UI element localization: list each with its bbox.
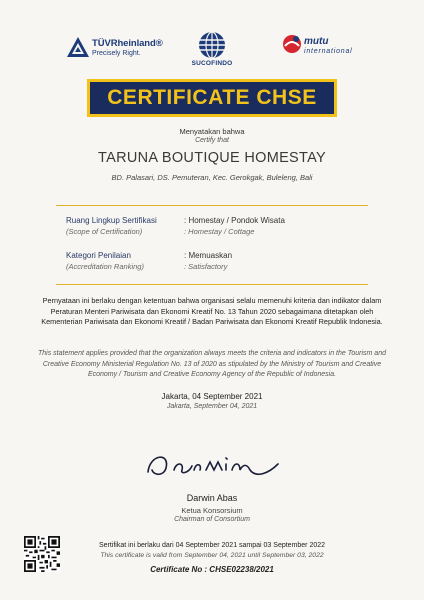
globe-icon xyxy=(180,30,244,60)
rating-value-en: : Satisfactory xyxy=(184,262,228,271)
mutu-sub: international xyxy=(304,48,353,55)
signatory-title: Ketua Konsorsium xyxy=(181,506,243,515)
title-banner xyxy=(87,79,337,117)
scope-value: : Homestay / Pondok Wisata xyxy=(184,216,285,225)
validity-text: Sertifikat ini berlaku dari 04 September 2021 sampai 03 September 2022 xyxy=(98,542,326,549)
validity-text-en: This certificate is valid from September 04, 2021 until September 03, 2022 xyxy=(100,552,324,559)
issue-date: Jakarta, 04 September 2021 xyxy=(161,392,263,401)
recipient-address: BD. Palasari, DS. Pemuteran, Kec. Gerokgak, Buleleng, Bali xyxy=(111,173,313,182)
tuv-name: TÜVRheinland® xyxy=(92,38,163,49)
statement-text-en: This statement applies provided that the organization always meets the criteria and indicators in the Tourism and Creative Economy Ministerial Regulation No. 13 of 2020 as stipulated by the Ministry of Tourism and Creative Economy / Tourism and Creative Economy Agency of the Republic of Indonesia. xyxy=(38,350,386,378)
statement-text: Pernyataan ini berlaku dengan ketentuan bahwa organisasi selalu memenuhi kriteria dan indikator dalam Peraturan Menteri Pariwisata dan Ekonomi Kreatif No. 13 Tahun 2020 sebagaimana ditetapkan oleh Kementerian Pariwisata dan Ekonomi Kreatif / Badan Pariwisata dan Ekonomi Kreatif Republik Indonesia. xyxy=(41,296,383,326)
intro-text: Menyatakan bahwa xyxy=(179,127,245,136)
scope-label: Ruang Lingkup Sertifikasi xyxy=(66,216,157,225)
signature xyxy=(140,444,284,484)
sucofindo-name: SUCOFINDO xyxy=(191,60,233,67)
recipient-name: TARUNA BOUTIQUE HOMESTAY xyxy=(98,150,326,166)
rating-label: Kategori Penilaian xyxy=(66,251,131,260)
rating-label-en: (Accreditation Ranking) xyxy=(66,262,144,271)
mutu-name: mutu xyxy=(304,36,329,47)
mutu-emblem-icon xyxy=(282,34,302,54)
certificate-number: Certificate No : CHSE02238/2021 xyxy=(150,565,274,574)
certificate-title: CERTIFICATE CHSE xyxy=(107,86,317,109)
intro-text-en: Certify that xyxy=(195,137,229,144)
scope-value-en: : Homestay / Cottage xyxy=(184,227,255,236)
signatory-name: Darwin Abas xyxy=(186,493,238,503)
tuv-tagline: Precisely Right. xyxy=(92,50,141,57)
scope-label-en: (Scope of Certification) xyxy=(66,227,143,236)
rating-value: : Memuaskan xyxy=(184,251,233,260)
tuv-triangle-icon xyxy=(66,36,90,58)
logo-bar xyxy=(0,28,424,72)
sucofindo-logo xyxy=(180,30,244,65)
issue-date-en: Jakarta, September 04, 2021 xyxy=(166,403,258,410)
certification-details xyxy=(56,205,368,285)
signatory-title-en: Chairman of Consortium xyxy=(174,516,250,523)
